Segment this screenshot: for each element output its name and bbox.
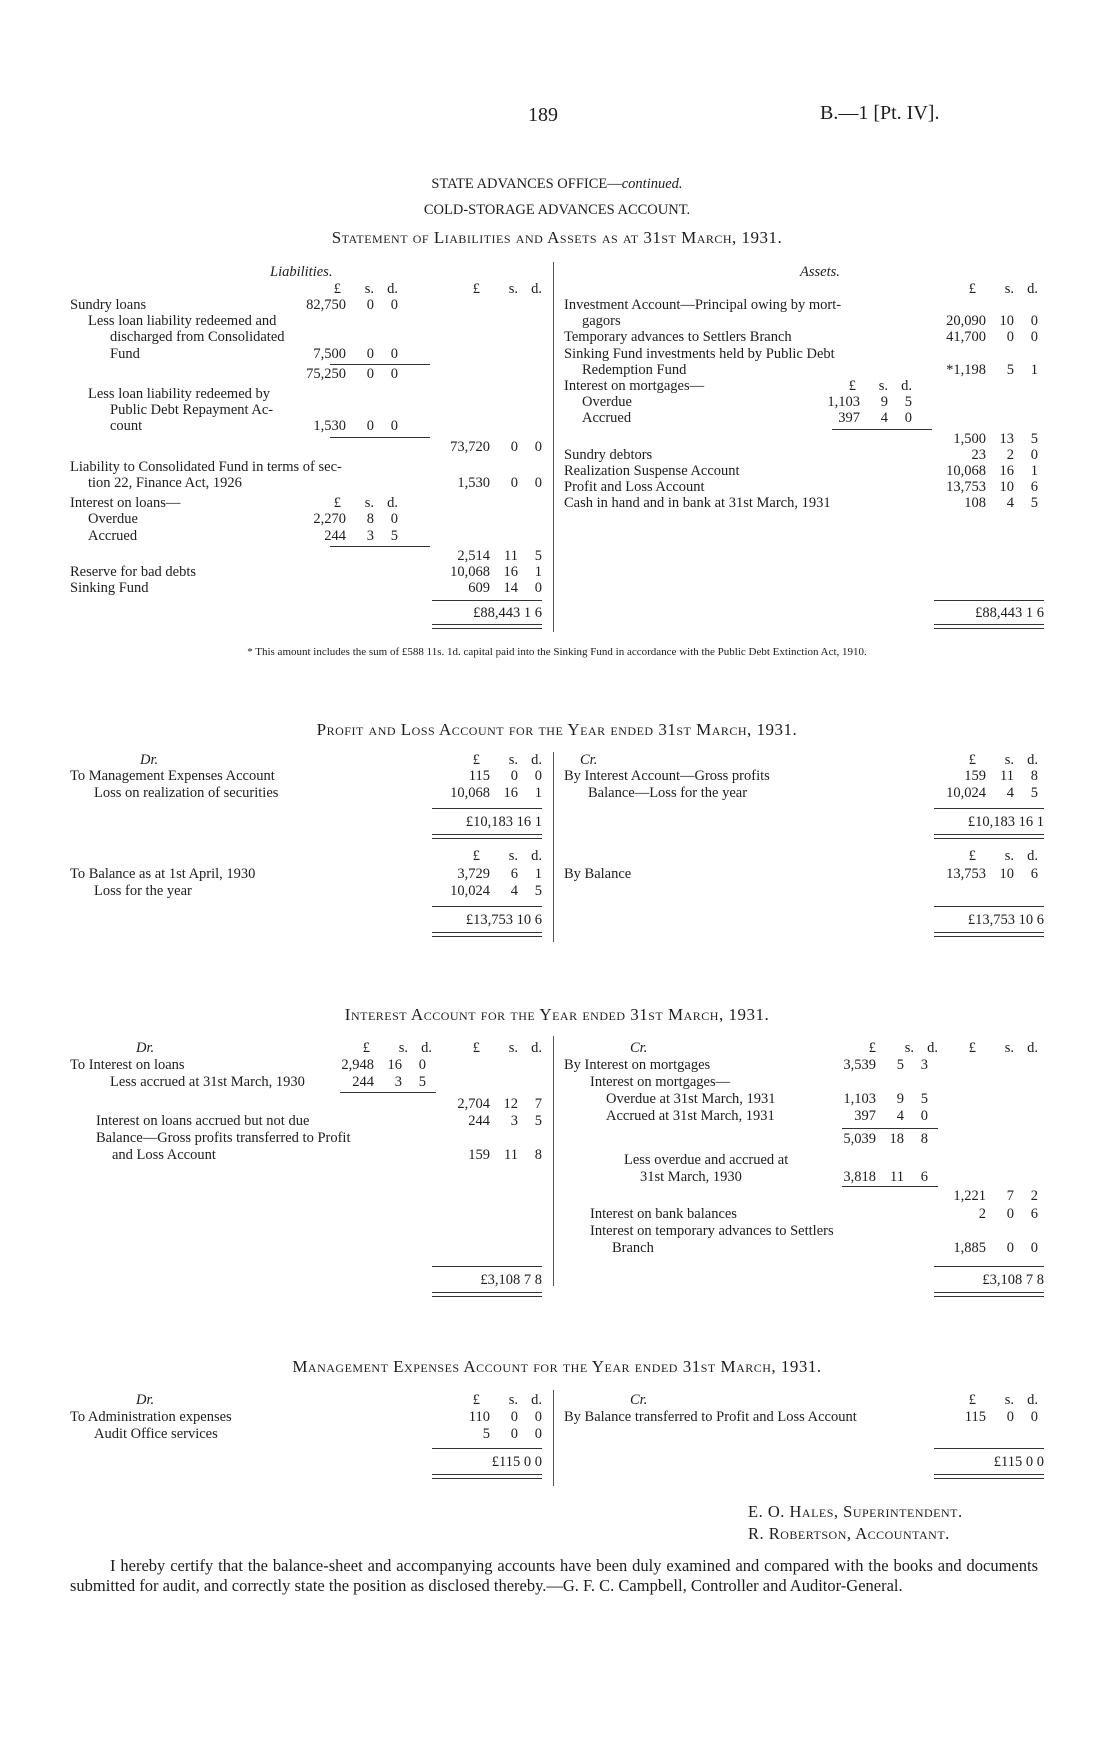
liability-label: Public Debt Repayment Ac-	[110, 402, 274, 419]
debit-outer-shillings: 12	[503, 1096, 518, 1112]
asset-shilling-head: s.	[1004, 281, 1014, 297]
double-rule	[432, 932, 542, 937]
asset-outer-shillings: 10	[999, 313, 1014, 330]
liability-inner-pounds: 1,530	[313, 418, 346, 435]
debit-amount-shillings: 0	[510, 1425, 518, 1442]
assets-heading: Assets.	[800, 264, 840, 280]
subtotal-rule	[842, 1186, 938, 1187]
document-reference: B.—1 [Pt. IV].	[820, 102, 940, 124]
debit-label: Interest on loans accrued but not due	[96, 1113, 310, 1129]
interest-account-title: Interest Account for the Year ended 31st March, 1931.	[344, 1005, 770, 1024]
asset-outer-pounds: 13,753	[946, 479, 986, 496]
liability-outer-pounds: 1,530	[457, 475, 490, 491]
debit-outer-pence: 5	[534, 1113, 542, 1129]
liability-inner-pounds: 2,270	[313, 511, 346, 528]
double-rule	[934, 1474, 1044, 1479]
total-rule	[432, 906, 542, 907]
pence-head: d.	[531, 752, 542, 768]
debit-amount-shillings: 16	[503, 784, 518, 801]
liability-inner-pence: 0	[390, 297, 398, 313]
liability-outer-pounds: 609	[468, 580, 490, 597]
asset-outer-pence: 5	[1030, 495, 1038, 512]
asset-outer-pence: 0	[1030, 329, 1038, 346]
credit-amount-pence: 0	[1030, 1409, 1038, 1425]
inner-pound-head: £	[333, 281, 341, 297]
asset-label: Investment Account—Principal owing by mort-	[564, 297, 842, 313]
asset-outer-pounds: 1,500	[953, 430, 986, 447]
asset-outer-pounds: 23	[971, 446, 986, 463]
liabilities-total: £88,443 1 6	[473, 605, 542, 621]
debit-amount-pence: 0	[534, 768, 542, 784]
liability-inner-pence: 0	[390, 511, 398, 528]
pence-head: d.	[531, 848, 542, 864]
shilling-head: s.	[1004, 752, 1014, 768]
credit-inner-shillings: 11	[890, 1169, 904, 1185]
liability-label: Less loan liability redeemed and	[88, 313, 277, 330]
debit-heading: Dr.	[136, 1392, 155, 1408]
asset-label: Redemption Fund	[582, 361, 687, 378]
total-rule	[934, 808, 1044, 809]
debit-label: Audit Office services	[94, 1425, 218, 1442]
debit-total: £115 0 0	[491, 1454, 542, 1470]
pound-head: £	[968, 1040, 976, 1056]
asset-inner-shillings: 4	[880, 410, 888, 427]
asset-outer-pence: 1	[1030, 361, 1038, 378]
credit-heading: Cr.	[630, 1040, 648, 1056]
liability-inner-pence: 0	[390, 418, 398, 435]
liability-label: count	[110, 418, 143, 435]
debit-inner-shillings: 16	[387, 1057, 402, 1073]
asset-outer-pence: 0	[1030, 446, 1038, 463]
shilling-head: s.	[1004, 848, 1014, 864]
credit-amount-shillings: 11	[1000, 768, 1014, 784]
credit-inner-shillings: 5	[896, 1057, 904, 1073]
credit-label: By Balance transferred to Profit and Loss Account	[564, 1409, 857, 1425]
liability-inner-shillings: 3	[366, 527, 374, 544]
debit-inner-pence: 5	[418, 1074, 426, 1090]
liability-outer-pounds: 2,514	[457, 547, 490, 564]
credit-label: Accrued at 31st March, 1931	[606, 1108, 775, 1124]
credit-inner-pounds: 5,039	[843, 1131, 876, 1147]
debit-amount-shillings: 4	[510, 882, 518, 899]
double-rule	[934, 1292, 1044, 1297]
debit-heading: Dr.	[140, 752, 159, 768]
liability-label: Reserve for bad debts	[70, 564, 197, 580]
pence-head: d.	[531, 1040, 542, 1056]
liability-label: discharged from Consolidated	[110, 329, 285, 346]
asset-outer-pence: 1	[1030, 463, 1038, 479]
asset-label: Sundry debtors	[564, 446, 653, 463]
credit-label: Overdue at 31st March, 1931	[606, 1091, 776, 1107]
total-rule	[934, 906, 1044, 907]
credit-label: Balance—Loss for the year	[588, 784, 748, 801]
liability-label: Interest on loans—	[70, 495, 181, 512]
asset-label: Overdue	[582, 394, 632, 411]
liability-outer-shillings: 0	[510, 475, 518, 491]
debit-inner-pence: 0	[418, 1057, 426, 1073]
debit-label: To Administration expenses	[70, 1409, 232, 1425]
credit-inner-pence: 8	[920, 1131, 928, 1147]
outer-shilling-head: s.	[508, 281, 518, 297]
credit-amount-pounds: 159	[964, 768, 986, 784]
debit-outer-shillings: 11	[504, 1147, 518, 1163]
liability-inner-shillings: 0	[366, 297, 374, 313]
liability-outer-pence: 1	[534, 564, 542, 580]
pound-head: £	[868, 1040, 876, 1056]
asset-outer-shillings: 4	[1006, 495, 1014, 512]
credit-amount-shillings: 10	[999, 866, 1014, 882]
outer-pence-head: d.	[531, 281, 542, 297]
pence-head: d.	[1027, 1392, 1038, 1408]
asset-label: Temporary advances to Settlers Branch	[564, 329, 792, 346]
credit-outer-shillings: 0	[1006, 1240, 1014, 1256]
asset-pound-head: £	[968, 281, 976, 297]
credit-label: Interest on temporary advances to Settlers	[590, 1223, 834, 1239]
credit-heading: Cr.	[580, 752, 598, 768]
debit-label: Loss for the year	[94, 882, 192, 899]
asset-inner-pounds: 1,103	[827, 394, 860, 411]
assets-total: £88,443 1 6	[975, 605, 1044, 621]
debit-inner-pounds: 2,948	[341, 1057, 374, 1073]
liability-label: Sinking Fund	[70, 580, 149, 597]
credit-amount-pounds: 13,753	[946, 866, 986, 882]
debit-amount-shillings: 0	[510, 768, 518, 784]
total-rule	[432, 1448, 542, 1449]
inner-shilling-head: s.	[364, 281, 374, 297]
debit-outer-pounds: 244	[468, 1113, 490, 1129]
shilling-head: s.	[904, 1040, 914, 1056]
asset-outer-shillings: 13	[999, 430, 1014, 447]
debit-label: Balance—Gross profits transferred to Profit	[96, 1130, 351, 1146]
liability-inner-pence: 0	[390, 365, 398, 382]
credit-amount-pounds: 115	[964, 1409, 986, 1425]
credit-heading: Cr.	[630, 1392, 648, 1408]
liability-inner-head: d.	[387, 495, 398, 512]
credit-inner-pence: 0	[920, 1108, 928, 1124]
debit-amount-pounds: 10,068	[450, 784, 490, 801]
liability-outer-shillings: 14	[503, 580, 518, 597]
liability-outer-shillings: 16	[503, 564, 518, 580]
asset-label: gagors	[582, 313, 621, 330]
page-number: 189	[528, 104, 558, 126]
liability-outer-pence: 0	[534, 438, 542, 455]
asset-outer-pence: 0	[1030, 313, 1038, 330]
liability-outer-shillings: 11	[504, 547, 518, 564]
credit-outer-pounds: 1,221	[953, 1188, 986, 1204]
debit-amount-pounds: 10,024	[450, 882, 490, 899]
shilling-head: s.	[398, 1040, 408, 1056]
total-rule	[432, 808, 542, 809]
pound-head: £	[472, 752, 480, 768]
liability-inner-shillings: 0	[366, 365, 374, 382]
pound-head: £	[472, 1392, 480, 1408]
office-title: STATE ADVANCES OFFICE—continued.	[431, 176, 683, 192]
liability-label: Fund	[110, 345, 140, 362]
liability-inner-shillings: 0	[366, 345, 374, 362]
total-rule	[934, 1266, 1044, 1267]
liability-label: Liability to Consolidated Fund in terms of sec-	[70, 458, 342, 475]
inner-pence-head: d.	[387, 281, 398, 297]
liability-inner-shillings: 0	[366, 418, 374, 435]
credit-total: £115 0 0	[993, 1454, 1044, 1470]
liability-outer-pence: 0	[534, 475, 542, 491]
asset-inner-head: £	[848, 378, 856, 394]
credit-outer-pence: 0	[1030, 1240, 1038, 1256]
pence-head: d.	[1027, 752, 1038, 768]
credit-inner-pounds: 3,818	[843, 1169, 876, 1185]
credit-label: Interest on mortgages—	[590, 1074, 731, 1090]
debit-outer-pence: 8	[534, 1147, 542, 1163]
asset-label: Accrued	[582, 410, 632, 427]
debit-total: £10,183 16 1	[465, 814, 542, 830]
shilling-head: s.	[508, 1040, 518, 1056]
credit-label: By Balance	[564, 866, 632, 882]
credit-amount-pounds: 10,024	[946, 784, 986, 801]
footnote: * This amount includes the sum of £588 11s. 1d. capital paid into the Sinking Fund in accordance with the Public Debt Extinction Act, 1910.	[247, 646, 867, 658]
liabilities-total-double-rule	[432, 624, 542, 629]
pound-head: £	[968, 848, 976, 864]
credit-inner-pounds: 397	[854, 1108, 876, 1124]
credit-label: Less overdue and accrued at	[624, 1152, 789, 1168]
liability-outer-pence: 5	[534, 547, 542, 564]
asset-inner-pence: 0	[904, 410, 912, 427]
debit-amount-pence: 1	[534, 866, 542, 882]
pence-head: d.	[927, 1040, 938, 1056]
shilling-head: s.	[1004, 1392, 1014, 1408]
debit-label: To Balance as at 1st April, 1930	[70, 866, 256, 882]
asset-pence-head: d.	[1027, 281, 1038, 297]
shilling-head: s.	[508, 848, 518, 864]
credit-outer-pounds: 1,885	[953, 1240, 986, 1256]
asset-outer-pounds: 20,090	[946, 313, 986, 330]
asset-outer-shillings: 2	[1006, 446, 1014, 463]
credit-label: By Interest Account—Gross profits	[564, 768, 770, 784]
pound-head: £	[362, 1040, 370, 1056]
asset-inner-head: s.	[878, 378, 888, 394]
credit-label: By Interest on mortgages	[564, 1057, 711, 1073]
asset-outer-pence: 6	[1030, 479, 1038, 496]
liability-label: tion 22, Finance Act, 1926	[88, 475, 242, 491]
debit-amount-pence: 0	[534, 1409, 542, 1425]
audit-certificate: I hereby certify that the balance-sheet and accompanying accounts have been duly examined and compared with the books and documents submitted for audit, and correctly state the position as disclosed thereby.—G. F. C. Campbell, Controller and Auditor-General.	[70, 1556, 1038, 1595]
credit-total: £13,753 10 6	[967, 912, 1044, 928]
debit-amount-pounds: 5	[482, 1425, 490, 1442]
asset-inner-pounds: 397	[838, 410, 860, 427]
credit-total: £3,108 7 8	[982, 1272, 1044, 1288]
asset-label: Cash in hand and in bank at 31st March, 1931	[564, 495, 831, 512]
subtotal-rule	[832, 429, 932, 430]
debit-inner-shillings: 3	[394, 1074, 402, 1090]
credit-inner-pounds: 1,103	[843, 1091, 876, 1107]
credit-label: Interest on bank balances	[590, 1206, 737, 1222]
balance-sheet-title: Statement of Liabilities and Assets as at 31st March, 1931.	[331, 228, 783, 247]
profit-loss-divider	[553, 752, 554, 942]
total-rule	[934, 1448, 1044, 1449]
balance-sheet-divider	[553, 262, 554, 632]
liability-outer-pounds: 10,068	[450, 564, 490, 580]
liability-inner-pence: 0	[390, 345, 398, 362]
credit-outer-pence: 2	[1030, 1188, 1038, 1204]
asset-outer-shillings: 10	[999, 479, 1014, 496]
subtotal-rule	[340, 1092, 436, 1093]
liability-outer-pence: 0	[534, 580, 542, 597]
profit-loss-title: Profit and Loss Account for the Year ended 31st March, 1931.	[316, 720, 798, 739]
assets-total-double-rule	[934, 624, 1044, 629]
liability-inner-pounds: 75,250	[306, 365, 346, 382]
debit-outer-pence: 7	[534, 1096, 542, 1112]
credit-outer-pence: 6	[1030, 1206, 1038, 1222]
interest-divider	[553, 1036, 554, 1286]
double-rule	[432, 1474, 542, 1479]
liability-inner-head: s.	[364, 495, 374, 512]
credit-inner-shillings: 9	[896, 1091, 904, 1107]
credit-inner-pence: 5	[920, 1091, 928, 1107]
credit-amount-pence: 8	[1030, 768, 1038, 784]
asset-outer-pounds: 10,068	[946, 463, 986, 479]
liability-outer-pounds: 73,720	[450, 438, 490, 455]
debit-amount-shillings: 6	[510, 866, 518, 882]
shilling-head: s.	[508, 1392, 518, 1408]
credit-label: Branch	[612, 1240, 654, 1256]
asset-outer-pounds: *1,198	[946, 361, 986, 378]
double-rule	[432, 1292, 542, 1297]
shilling-head: s.	[1004, 1040, 1014, 1056]
pence-head: d.	[1027, 848, 1038, 864]
asset-label: Realization Suspense Account	[564, 463, 740, 479]
asset-outer-shillings: 5	[1006, 361, 1014, 378]
debit-amount-pence: 5	[534, 882, 542, 899]
debit-label: To Interest on loans	[70, 1057, 185, 1073]
debit-total: £13,753 10 6	[465, 912, 542, 928]
debit-amount-pence: 0	[534, 1425, 542, 1442]
debit-heading: Dr.	[136, 1040, 155, 1056]
asset-outer-shillings: 16	[999, 463, 1014, 479]
pence-head: d.	[531, 1392, 542, 1408]
signature-superintendent: E. O. Hales, Superintendent.	[748, 1502, 963, 1521]
asset-label: Interest on mortgages—	[564, 378, 705, 394]
credit-outer-pounds: 2	[978, 1206, 986, 1222]
asset-inner-shillings: 9	[880, 394, 888, 411]
debit-amount-shillings: 0	[510, 1409, 518, 1425]
debit-amount-pounds: 115	[468, 768, 490, 784]
double-rule	[934, 834, 1044, 839]
pence-head: d.	[1027, 1040, 1038, 1056]
asset-outer-pounds: 41,700	[946, 329, 986, 346]
pound-head: £	[472, 848, 480, 864]
asset-outer-shillings: 0	[1006, 329, 1014, 346]
asset-label: Profit and Loss Account	[564, 479, 705, 496]
credit-inner-pence: 6	[920, 1169, 928, 1185]
liability-inner-pounds: 244	[324, 527, 346, 544]
credit-amount-pence: 6	[1030, 866, 1038, 882]
debit-amount-pounds: 3,729	[457, 866, 490, 882]
outer-pound-head: £	[472, 281, 480, 297]
total-rule	[432, 1266, 542, 1267]
liability-inner-pence: 5	[390, 527, 398, 544]
liability-label: Accrued	[88, 527, 138, 544]
liability-label: Overdue	[88, 511, 138, 528]
debit-amount-pence: 1	[534, 784, 542, 801]
subtotal-rule	[842, 1128, 938, 1129]
credit-inner-pence: 3	[920, 1057, 928, 1073]
asset-inner-pence: 5	[904, 394, 912, 411]
credit-inner-shillings: 18	[889, 1131, 904, 1147]
asset-outer-pence: 5	[1030, 430, 1038, 447]
liability-inner-pounds: 7,500	[313, 345, 346, 362]
pound-head: £	[968, 752, 976, 768]
debit-outer-shillings: 3	[510, 1113, 518, 1129]
pence-head: d.	[421, 1040, 432, 1056]
management-expenses-title: Management Expenses Account for the Year ended 31st March, 1931.	[292, 1357, 822, 1376]
management-divider	[553, 1390, 554, 1486]
asset-label: Sinking Fund investments held by Public Debt	[564, 345, 835, 362]
double-rule	[432, 834, 542, 839]
shilling-head: s.	[508, 752, 518, 768]
double-rule	[934, 932, 1044, 937]
total-rule-top	[934, 600, 1044, 601]
debit-label: Loss on realization of securities	[94, 784, 279, 801]
debit-outer-pounds: 159	[468, 1147, 490, 1163]
total-rule-top	[432, 600, 542, 601]
liability-inner-shillings: 8	[366, 511, 374, 528]
asset-outer-pounds: 108	[964, 495, 986, 512]
asset-inner-head: d.	[901, 378, 912, 394]
debit-label: and Loss Account	[112, 1147, 216, 1163]
credit-total: £10,183 16 1	[967, 814, 1044, 830]
debit-label: Less accrued at 31st March, 1930	[110, 1074, 305, 1090]
debit-amount-pounds: 110	[468, 1409, 490, 1425]
credit-amount-shillings: 0	[1006, 1409, 1014, 1425]
credit-outer-shillings: 0	[1006, 1206, 1014, 1222]
debit-label: To Management Expenses Account	[70, 768, 275, 784]
liability-outer-shillings: 0	[510, 438, 518, 455]
account-title: COLD-STORAGE ADVANCES ACCOUNT.	[423, 202, 691, 218]
debit-outer-pounds: 2,704	[457, 1096, 490, 1112]
debit-total: £3,108 7 8	[480, 1272, 542, 1288]
debit-inner-pounds: 244	[352, 1074, 374, 1090]
liabilities-heading: Liabilities.	[270, 264, 333, 280]
liability-label: Sundry loans	[70, 297, 147, 313]
credit-inner-pounds: 3,539	[843, 1057, 876, 1073]
pound-head: £	[968, 1392, 976, 1408]
liability-label: Less loan liability redeemed by	[88, 386, 271, 402]
subtotal-rule	[330, 364, 430, 365]
credit-outer-shillings: 7	[1006, 1188, 1014, 1204]
subtotal-rule	[330, 546, 430, 547]
signature-accountant: R. Robertson, Accountant.	[748, 1524, 950, 1543]
credit-label: 31st March, 1930	[640, 1169, 742, 1185]
credit-inner-shillings: 4	[896, 1108, 904, 1124]
liability-inner-pounds: 82,750	[306, 297, 346, 313]
credit-amount-shillings: 4	[1006, 784, 1014, 801]
liability-inner-head: £	[333, 495, 341, 512]
subtotal-rule	[330, 437, 430, 438]
pound-head: £	[472, 1040, 480, 1056]
credit-amount-pence: 5	[1030, 784, 1038, 801]
